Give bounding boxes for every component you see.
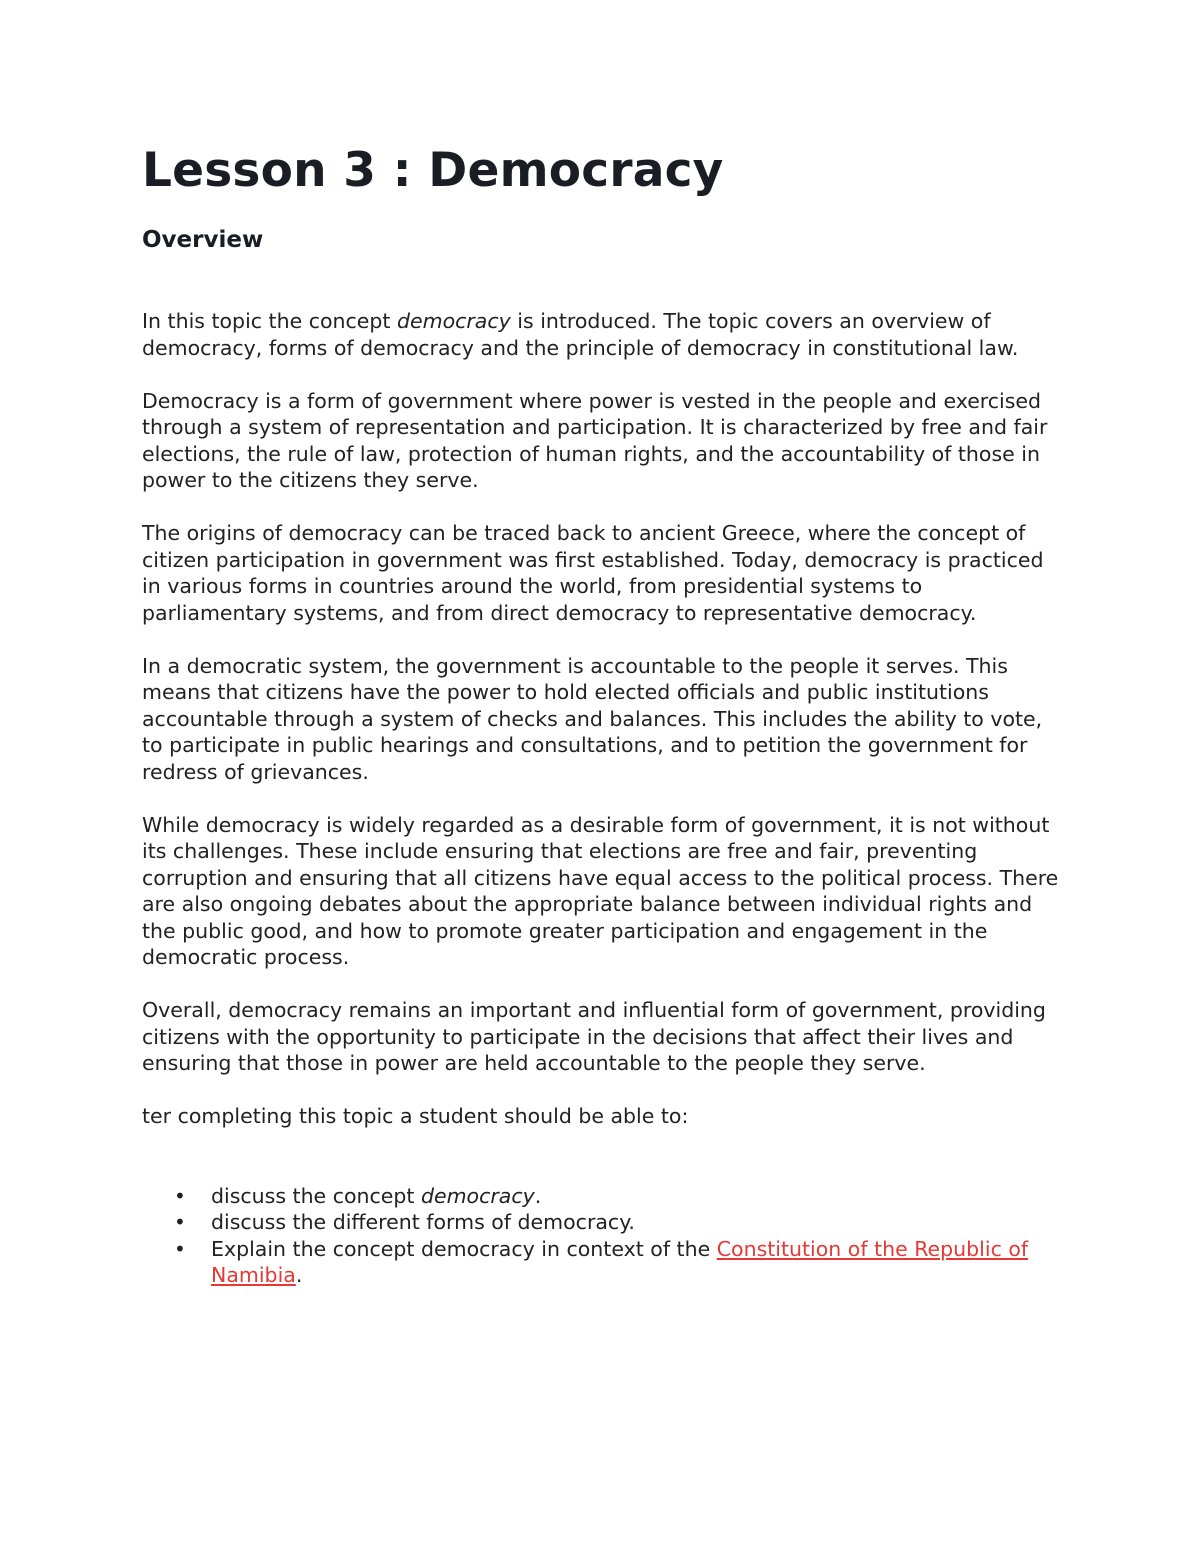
objective-text: discuss the different forms of democracy. <box>211 1210 635 1234</box>
objective-text-after: . <box>295 1263 303 1287</box>
overview-heading: Overview <box>142 227 264 253</box>
objective-item-concept <box>142 1183 1062 1210</box>
bullet-icon: • <box>174 1236 186 1261</box>
objective-text-before: discuss the concept <box>211 1183 421 1208</box>
intro-emphasis: democracy <box>396 309 511 333</box>
objectives-list <box>142 1183 1062 1289</box>
document-page <box>142 138 1062 1289</box>
objectives-intro: ter completing this topic a student should be able to: <box>142 1104 689 1128</box>
objective-text-after: . <box>534 1183 542 1208</box>
constitution-link[interactable]: Constitution of the Republic of Namibia <box>211 1236 1029 1287</box>
objective-emphasis: democracy <box>420 1183 535 1208</box>
lesson-title: Lesson 3 : Democracy <box>142 143 724 198</box>
intro-paragraph <box>142 308 1062 361</box>
objective-item-constitution <box>142 1236 1062 1289</box>
paragraph-accountability: In a democratic system, the government is accountable to the people it serves. This means that citizens have the power to hold elected officials and public institutions accountable through a system of checks and balances. This includes the ability to vote, to participate in public hearings and consultations, and to petition the government for redress of grievances. <box>142 653 1043 784</box>
intro-text-before: In this topic the concept <box>142 309 397 333</box>
objective-text-before: Explain the concept democracy in context of the <box>211 1236 717 1261</box>
paragraph-conclusion: Overall, democracy remains an important and influential form of government, providing citizens with the opportunity to participate in the decisions that affect their lives and ensuring that those in power are held accountable to the people they serve. <box>142 998 1046 1075</box>
objective-item-forms <box>142 1209 1062 1236</box>
paragraph-challenges: While democracy is widely regarded as a desirable form of government, it is not without its challenges. These include ensuring that elections are free and fair, preventing corruption and ensuring that all citizens have equal access to the political process. There are also ongoing debates about the appropriate balance between individual rights and the public good, and how to promote greater participation and engagement in the democratic process. <box>142 812 1059 969</box>
paragraph-definition: Democracy is a form of government where power is vested in the people and exercised through a system of representation and participation. It is characterized by free and fair elections, the rule of law, protection of human rights, and the accountability of those in power to the citizens they serve. <box>142 388 1048 492</box>
paragraph-origins: The origins of democracy can be traced back to ancient Greece, where the concept of citizen participation in government was first established. Today, democracy is practiced in various forms in countries around the world, from presidential systems to parliamentary systems, and from direct democracy to representative democracy. <box>142 521 1044 625</box>
bullet-icon: • <box>174 1183 186 1208</box>
intro-text-after: is introduced. The topic covers an overview of democracy, forms of democracy and the principle of democracy in constitutional law. <box>142 309 1019 360</box>
bullet-icon: • <box>174 1210 186 1234</box>
